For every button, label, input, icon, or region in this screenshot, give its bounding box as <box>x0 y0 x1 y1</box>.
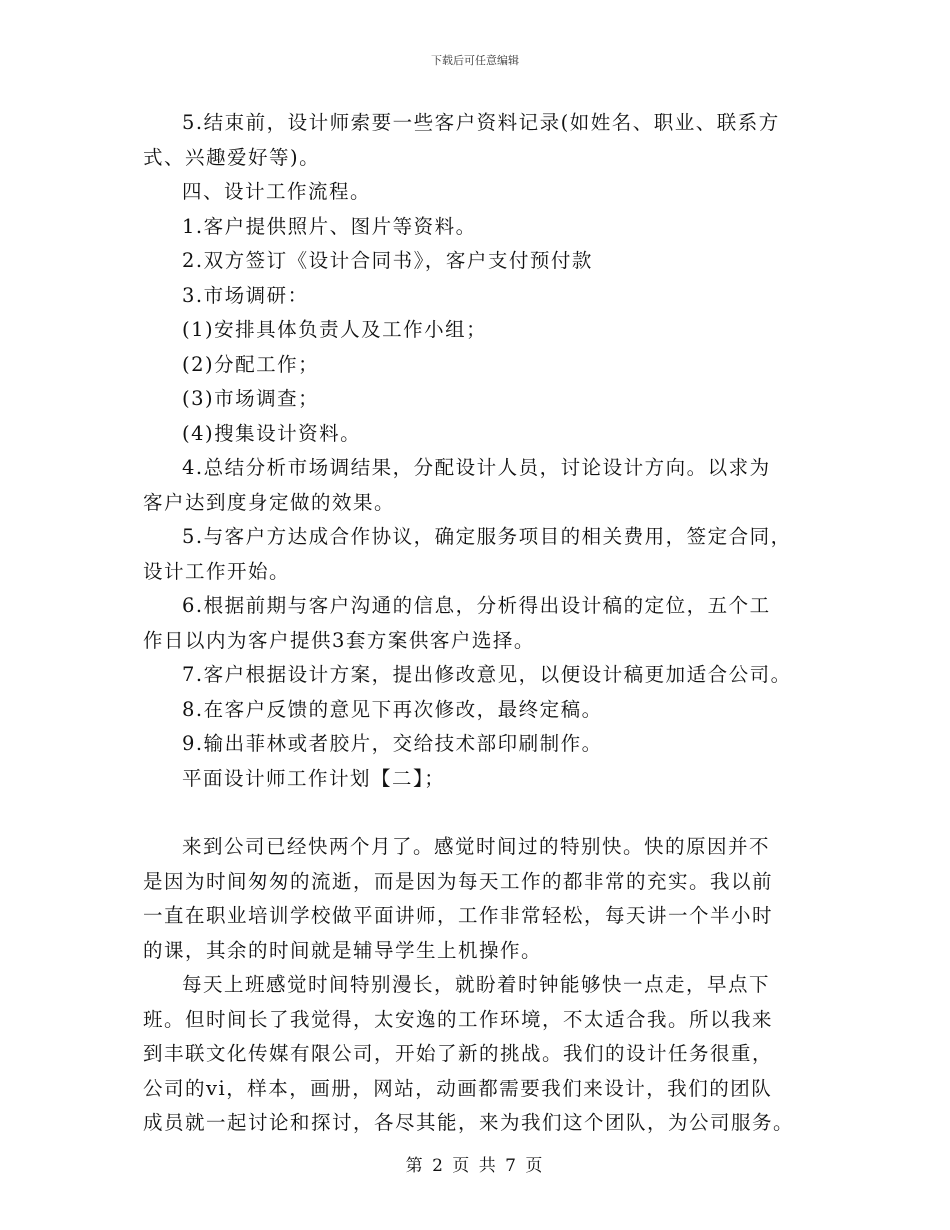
line: 6.根据前期与客户沟通的信息，分析得出设计稿的定位，五个工 <box>182 594 771 617</box>
list-item: 7.客户根据设计方案，提出修改意见，以便设计稿更加适合公司。 <box>182 663 792 686</box>
list-item: 3.市场调研： <box>182 283 309 307</box>
line: 5.与客户方达成合作协议，确定服务项目的相关费用，签定合同， <box>182 525 792 548</box>
line: 公司的vi，样本，画册，网站，动画都需要我们来设计，我们的团队 <box>143 1076 773 1100</box>
paragraph <box>143 106 818 175</box>
list-item: 1.客户提供照片、图片等资料。 <box>182 214 477 238</box>
section-b <box>143 830 818 1141</box>
list-item: 2.双方签订《设计合同书》，客户支付预付款 <box>182 249 593 272</box>
section-a <box>143 106 818 796</box>
line: 一直在职业培训学校做平面讲师，工作非常轻松，每天讲一个半小时 <box>143 904 774 927</box>
line: 班。但时间长了我觉得，太安逸的工作环境，不太适合我。所以我来 <box>143 1007 774 1031</box>
section-title: 平面设计师工作计划【二】； <box>182 766 446 790</box>
list-item <box>143 451 818 520</box>
paragraph <box>143 968 818 1141</box>
sub-list-item: (2)分配工作； <box>182 352 320 376</box>
line: 式、兴趣爱好等)。 <box>143 145 321 169</box>
line: 到丰联文化传媒有限公司，开始了新的挑战。我们的设计任务很重， <box>143 1042 774 1065</box>
sub-list-item: (4)搜集设计资料。 <box>182 421 362 445</box>
list-item <box>143 589 818 658</box>
line: 4.总结分析市场调结果，分配设计人员，讨论设计方向。以求为 <box>182 456 771 479</box>
paragraph <box>143 830 818 968</box>
line: 是因为时间匆匆的流逝，而是因为每天工作的都非常的充实。我以前 <box>143 869 774 893</box>
line: 客户达到度身定做的效果。 <box>143 490 396 514</box>
line: 作日以内为客户提供3套方案供客户选择。 <box>143 628 535 652</box>
line: 设计工作开始。 <box>143 559 291 583</box>
document-body <box>143 106 818 1141</box>
sub-list-item: (3)市场调查； <box>182 387 320 410</box>
page-footer: 第 2 页 共 7 页 <box>405 1156 545 1176</box>
line: 5.结束前，设计师索要一些客户资料记录(如姓名、职业、联系方 <box>182 111 780 134</box>
page-header: 下载后可任意编辑 <box>431 54 519 67</box>
blank-line <box>143 796 818 830</box>
list-item: 8.在客户反馈的意见下再次修改，最终定稿。 <box>182 697 603 721</box>
line: 来到公司已经快两个月了。感觉时间过的特别快。快的原因并不 <box>182 835 771 858</box>
list-item: 9.输出菲林或者胶片，交给技术部印刷制作。 <box>182 732 603 755</box>
section-heading: 四、设计工作流程。 <box>182 180 372 203</box>
line: 成员就一起讨论和探讨，各尽其能，来为我们这个团队，为公司服务。 <box>143 1111 795 1134</box>
sub-list-item: (1)安排具体负责人及工作小组； <box>182 318 488 341</box>
line: 的课，其余的时间就是辅导学生上机操作。 <box>143 938 543 962</box>
list-item <box>143 520 818 589</box>
line: 每天上班感觉时间特别漫长，就盼着时钟能够快一点走，早点下 <box>182 973 771 996</box>
